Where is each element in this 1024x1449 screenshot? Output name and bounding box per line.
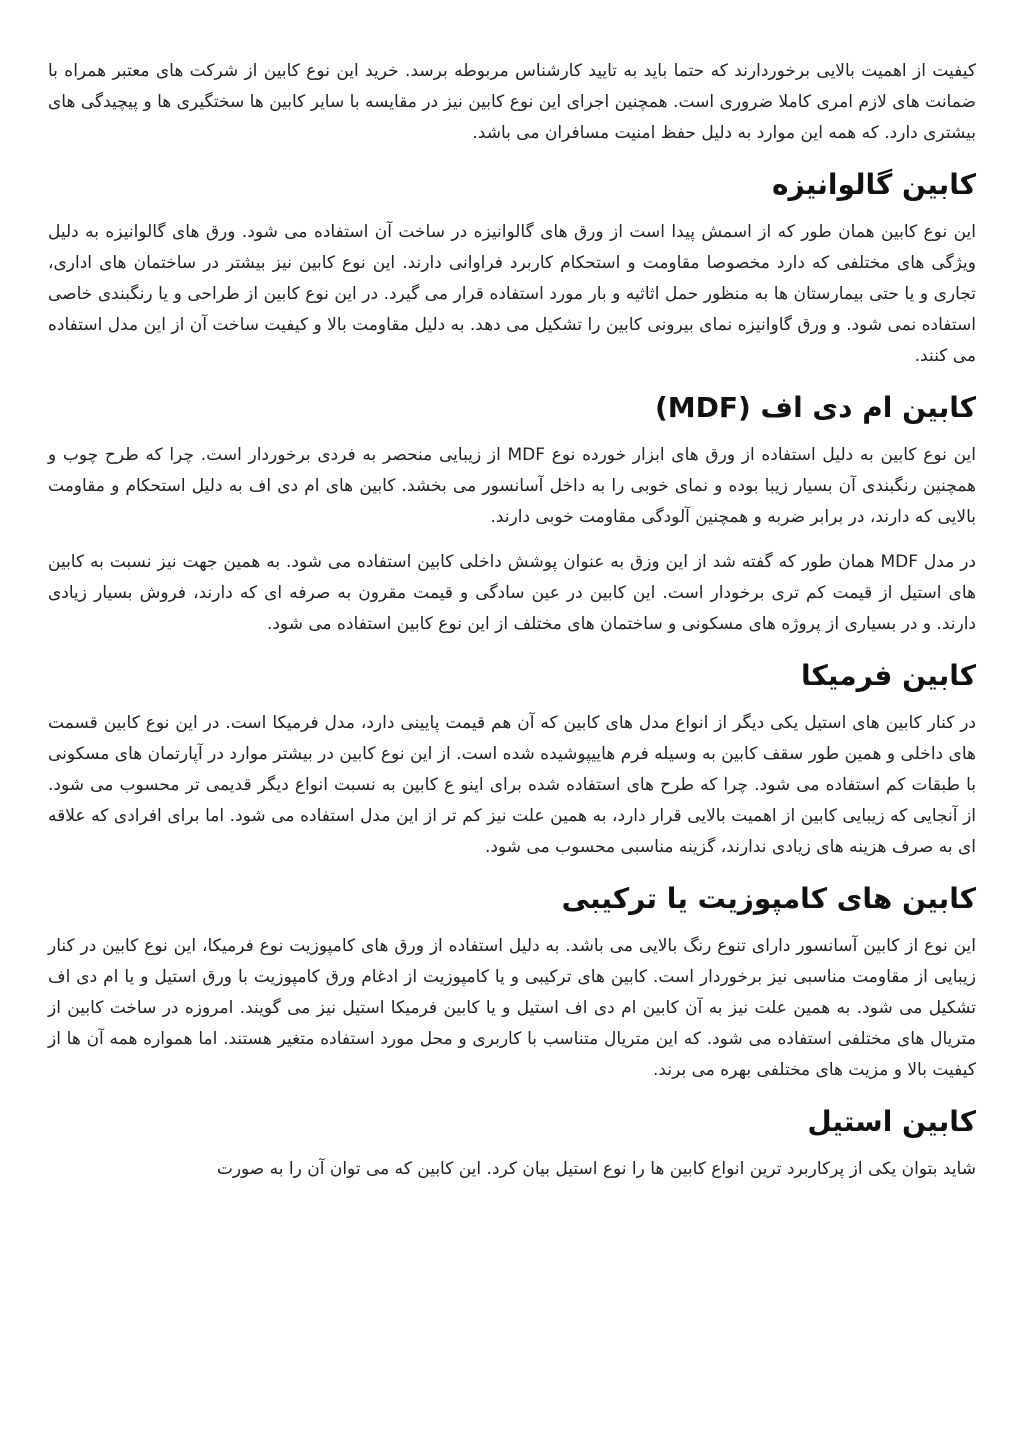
heading-composite-cabin: کابین های کامپوزیت یا ترکیبی bbox=[561, 882, 976, 915]
paragraph-composite-cabin: این نوع از کابین آسانسور دارای تنوع رنگ بالایی می باشد. به دلیل استفاده از ورق های کامپوزیت نوع فرمیکا، این نوع کابین در کنار زیبایی از مقاومت مناسبی نیز برخوردار است. کابین های ترکیبی و یا کامپوزیت از ادغام ورق کامپوزیت با ورق استیل و یا ام دی اف تشکیل می شود. به همین علت نیز به آن کابین ام دی اف استیل و یا کابین فرمیکا استیل نیز می گویند. امروزه در ساخت کابین از متریال های مختلفی استفاده می شود. که این متریال متناسب با کاربری و محل مورد استفاده متغیر هستند. اما همواره همه آن ها از کیفیت بالا و مزیت های مختلفی بهره می برند. bbox=[48, 936, 976, 1080]
paragraph-steel-cabin: شاید بتوان یکی از پرکاربرد ترین انواع کابین ها را نوع استیل بیان کرد. این کابین که می توان آن را به صورت bbox=[216, 1159, 976, 1179]
intro-paragraph: کیفیت از اهمیت بالایی برخوردارند که حتما باید به تایید کارشناس مربوطه برسد. خرید این نوع کابین از شرکت های معتبر همراه با ضمانت های لازم امری کاملا ضروری است. همچنین اجرای این نوع کابین نیز در مقایسه با سایر کابین ها سختگیری ها و پیچیدگی های بیشتری دارد. که همه این موارد به دلیل حفظ امنیت مسافران می باشد. bbox=[48, 61, 976, 143]
paragraph-mdf-cabin-1: این نوع کابین به دلیل استفاده از ورق های ابزار خورده نوع MDF از زیبایی منحصر به فردی برخوردار است. چرا که طرح چوب و همچنین رنگبندی آن بسیار زیبا بوده و نمای خوبی را به داخل آسانسور می بخشد. کابین های ام دی اف به دلیل استحکام و مقاومت بالایی که دارند، در برابر ضربه و همچنین آلودگی مقاومت خوبی دارند. bbox=[48, 445, 976, 527]
paragraph-formica-cabin: در کنار کابین های استیل یکی دیگر از انواع مدل های کابین که آن هم قیمت پایینی دارد، مدل فرمیکا است. در این نوع کابین قسمت های داخلی و همین طور سقف کابین به وسیله فرم هاییپوشیده شده است. از این نوع کابین در بیشتر موارد در آپارتمان های مسکونی با طبقات کم استفاده می شود. چرا که طرح های استفاده شده برای اینو ع کابین به نسبت انواع دیگر قدیمی تر محسوب می شود. از آنجایی که زیبایی کابین از اهمیت بالایی قرار دارد، به همین علت نیز کم تر از این مدل استفاده می شود. اما برای افرادی که علاقه ای به صرف هزینه های زیادی ندارند، گزینه مناسبی محسوب می شود. bbox=[48, 713, 976, 857]
paragraph-mdf-cabin-2: در مدل MDF همان طور که گفته شد از این وزق به عنوان پوشش داخلی کابین استفاده می شود. به همین جهت نیز نسبت به کابین های استیل از قیمت کم تری برخودار است. این کابین در عین سادگی و قیمت مقرون به صرفه ای که دارند، فروش بسیار زیادی دارند. و در بسیاری از پروژه های مسکونی و ساختمان های مختلف از این نوع کابین استفاده می شود. bbox=[48, 552, 976, 634]
heading-steel-cabin: کابین استیل bbox=[807, 1105, 976, 1138]
paragraph-galvanized-cabin: این نوع کابین همان طور که از اسمش پیدا است از ورق های گالوانیزه در ساخت آن استفاده می شود. ورق های گالوانیزه به دلیل ویژگی های مختلفی که دارد مخصوصا مقاومت و استحکام کاربرد فراوانی دارند. این نوع کابین نیز بیشتر در ساختمان های اداری، تجاری و یا حتی بیمارستان ها به منظور حمل اثاثیه و بار مورد استفاده قرار می گیرد. در این نوع کابین از طراحی و یا رنگبندی خاصی استفاده نمی شود. و ورق گاوانیزه نمای بیرونی کابین را تشکیل می دهد. به دلیل مقاومت بالا و کیفیت ساخت آن از این مدل استفاده می کنند. bbox=[48, 222, 976, 366]
heading-galvanized-cabin: کابین گالوانیزه bbox=[771, 168, 976, 201]
heading-formica-cabin: کابین فرمیکا bbox=[801, 659, 976, 692]
heading-mdf-cabin: کابین ام دی اف (MDF) bbox=[654, 391, 976, 424]
